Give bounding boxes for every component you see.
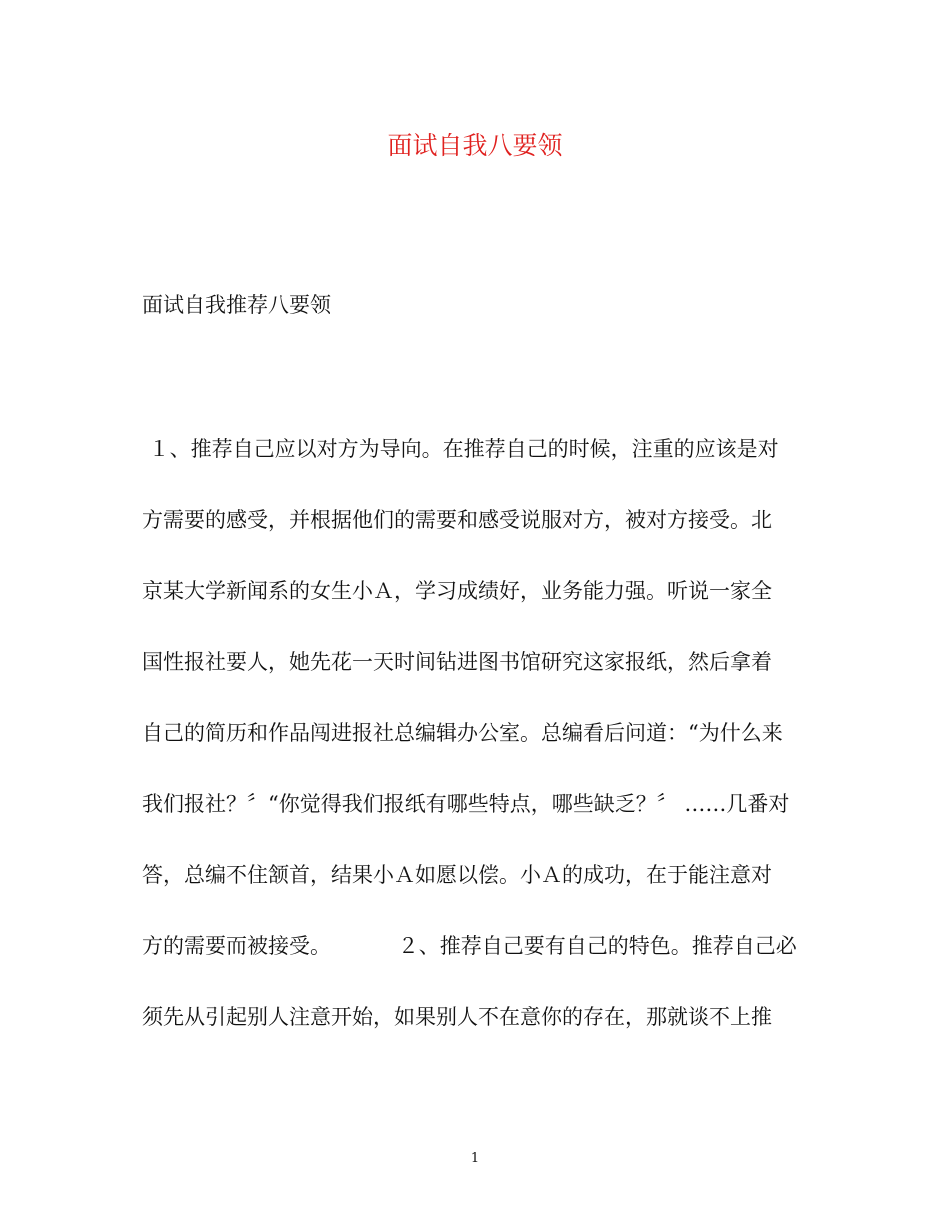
body-text xyxy=(142,433,822,1072)
body-line: 方的需要而被接受。 ２、推荐自己要有自己的特色。推荐自己必 xyxy=(142,934,797,958)
document-subtitle: 面试自我推荐八要领 xyxy=(142,293,331,317)
body-line: 须先从引起别人注意开始，如果别人不在意你的存在，那就谈不上推 xyxy=(142,1005,772,1029)
body-line: 方需要的感受，并根据他们的需要和感受说服对方，被对方接受。北 xyxy=(142,508,772,532)
body-line: 京某大学新闻系的女生小Ａ，学习成绩好，业务能力强。听说一家全 xyxy=(142,579,772,603)
page-number: 1 xyxy=(470,1151,480,1166)
document-title: 面试自我八要领 xyxy=(387,131,563,160)
body-line: 自己的简历和作品闯进报社总编辑办公室。总编看后问道：“为什么来 xyxy=(142,721,783,745)
body-line: １、推荐自己应以对方为导向。在推荐自己的时候，注重的应该是对 xyxy=(142,437,779,461)
body-line: 答，总编不住颔首，结果小Ａ如愿以偿。小Ａ的成功，在于能注意对 xyxy=(142,863,772,887)
body-line: 我们报社？〞“你觉得我们报纸有哪些特点，哪些缺乏？〞 ……几番对 xyxy=(142,792,790,816)
body-line: 国性报社要人，她先花一天时间钻进图书馆研究这家报纸，然后拿着 xyxy=(142,650,772,674)
